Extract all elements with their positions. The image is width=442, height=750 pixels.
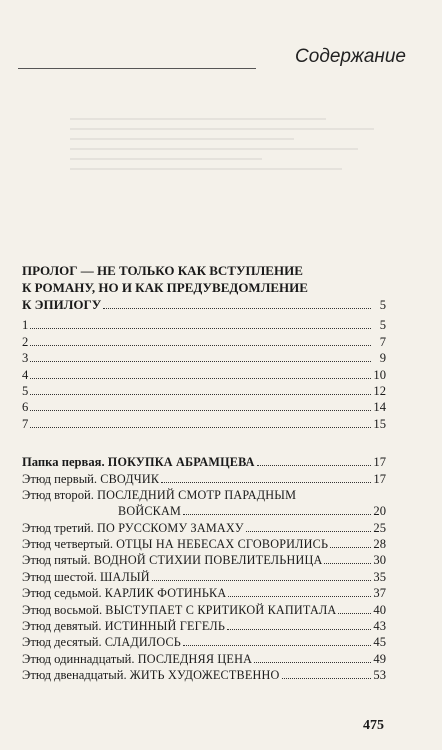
page-number: 14 — [373, 400, 386, 415]
page-number: 49 — [373, 651, 386, 666]
prologue-title-line: К ЭПИЛОГУ — [22, 297, 102, 313]
dot-leader — [30, 360, 371, 362]
toc-row — [22, 518, 386, 534]
page-number: 25 — [373, 520, 386, 535]
dot-leader — [254, 661, 371, 663]
dot-leader — [338, 612, 371, 614]
toc-row — [22, 649, 386, 665]
toc-row — [22, 398, 386, 414]
page-number: 20 — [373, 504, 386, 519]
dot-leader — [183, 513, 371, 515]
dot-leader — [30, 344, 371, 346]
prologue-title-line: К РОМАНУ, НО И КАК ПРЕДУВЕДОМЛЕНИЕ — [22, 280, 308, 295]
etude-title: Этюд двенадцатый. ЖИТЬ ХУДОЖЕСТВЕННО — [22, 668, 280, 683]
page-number: 45 — [373, 635, 386, 650]
section-label: 5 — [22, 383, 29, 398]
folder-one — [22, 453, 386, 682]
prologue-title-line: ПРОЛОГ — НЕ ТОЛЬКО КАК ВСТУПЛЕНИЕ — [22, 263, 303, 278]
etude-title-continuation: ВОЙСКАМ — [118, 504, 182, 519]
section-label: 1 — [22, 318, 29, 333]
dot-leader — [30, 409, 371, 411]
dot-leader — [282, 677, 371, 679]
toc-row — [22, 453, 386, 469]
prologue-sections — [22, 316, 386, 431]
folder-title: Папка первая. ПОКУПКА АБРАМЦЕВА — [22, 455, 255, 470]
section-label: 6 — [22, 400, 29, 415]
toc-row — [22, 584, 386, 600]
toc-row — [22, 567, 386, 583]
dot-leader — [30, 393, 371, 395]
toc-row — [22, 502, 386, 518]
page-number: 7 — [379, 334, 386, 349]
prologue-entry — [22, 262, 386, 312]
etude-title: Этюд пятый. ВОДНОЙ СТИХИИ ПОВЕЛИТЕЛЬНИЦА — [22, 553, 323, 568]
toc-row — [22, 617, 386, 633]
page-number: 17 — [373, 471, 386, 486]
toc-row — [22, 316, 386, 332]
dot-leader — [324, 562, 371, 564]
dot-leader — [161, 481, 371, 483]
toc-row — [22, 365, 386, 381]
page-number: 35 — [373, 569, 386, 584]
dot-leader — [330, 546, 371, 548]
toc-row — [22, 382, 386, 398]
section-label: 2 — [22, 334, 29, 349]
page-number: 15 — [373, 416, 386, 431]
page-number: 43 — [373, 618, 386, 633]
dot-leader — [30, 327, 371, 329]
etude-title: Этюд второй. ПОСЛЕДНИЙ СМОТР ПАРАДНЫМ — [22, 487, 297, 502]
toc-row — [22, 486, 386, 502]
toc-row — [22, 666, 386, 682]
toc-row — [22, 469, 386, 485]
dot-leader — [228, 595, 371, 597]
toc-row — [22, 535, 386, 551]
dot-leader — [103, 307, 371, 309]
toc-row — [22, 414, 386, 430]
etude-title: Этюд восьмой. ВЫСТУПАЕТ С КРИТИКОЙ КАПИТАЛА — [22, 602, 337, 617]
page-number: 17 — [373, 455, 386, 470]
dot-leader — [246, 530, 371, 532]
page-folio: 475 — [363, 718, 384, 733]
page-number: 40 — [373, 602, 386, 617]
section-label: 7 — [22, 416, 29, 431]
toc-row — [22, 332, 386, 348]
page-number: 37 — [373, 586, 386, 601]
page-number: 5 — [379, 298, 386, 313]
page-number: 28 — [373, 536, 386, 551]
dot-leader — [227, 628, 371, 630]
toc-row — [22, 296, 386, 312]
page-number: 5 — [379, 318, 386, 333]
etude-title: Этюд четвертый. ОТЦЫ НА НЕБЕСАХ СГОВОРИЛИСЬ — [22, 536, 329, 551]
dot-leader — [30, 426, 371, 428]
dot-leader — [30, 377, 371, 379]
etude-title: Этюд седьмой. КАРЛИК ФОТИНЬКА — [22, 586, 227, 601]
toc-row — [22, 349, 386, 365]
header-rule — [18, 68, 256, 69]
page-number: 9 — [379, 351, 386, 366]
etude-title: Этюд девятый. ИСТИННЫЙ ГЕГЕЛЬ — [22, 618, 226, 633]
page-title: Содержание — [295, 46, 406, 67]
section-label: 4 — [22, 367, 29, 382]
etude-title: Этюд одиннадцатый. ПОСЛЕДНЯЯ ЦЕНА — [22, 651, 253, 666]
toc-row — [22, 633, 386, 649]
page-number: 30 — [373, 553, 386, 568]
page-number: 10 — [373, 367, 386, 382]
section-label: 3 — [22, 351, 29, 366]
dot-leader — [152, 579, 371, 581]
page-number: 53 — [373, 668, 386, 683]
show-through-text — [70, 110, 390, 220]
etude-title: Этюд третий. ПО РУССКОМУ ЗАМАХУ — [22, 520, 244, 535]
toc-row — [22, 600, 386, 616]
etude-title: Этюд первый. СВОДЧИК — [22, 471, 160, 486]
dot-leader — [183, 644, 371, 646]
page-number: 12 — [373, 383, 386, 398]
toc-row — [22, 551, 386, 567]
etude-title: Этюд шестой. ШАЛЫЙ — [22, 569, 150, 584]
etude-title: Этюд десятый. СЛАДИЛОСЬ — [22, 635, 182, 650]
dot-leader — [257, 464, 371, 466]
